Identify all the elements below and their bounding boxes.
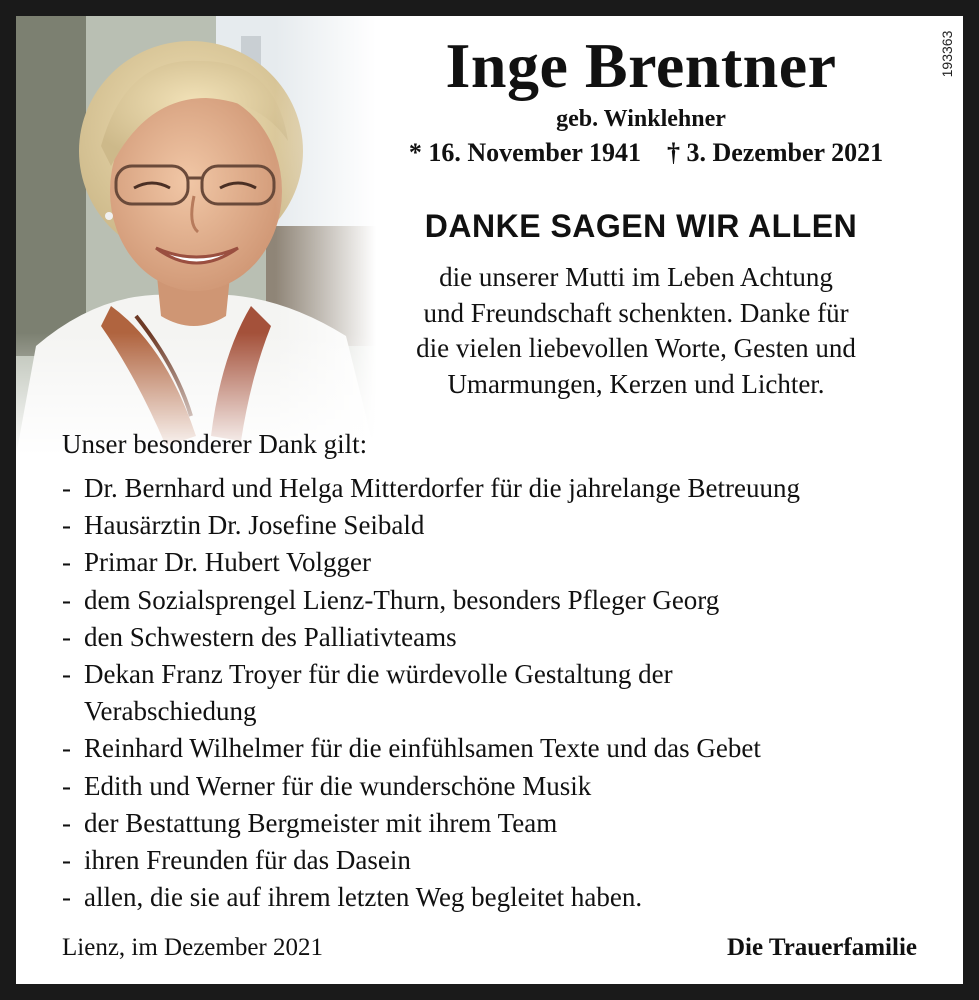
thanks-paragraph <box>356 260 916 402</box>
list-item-text: dem Sozialsprengel Lienz-Thurn, besonders Pfleger Georg <box>84 584 720 615</box>
list-item-text: Hausärztin Dr. Josefine Seibald <box>84 510 425 541</box>
signature: Die Trauerfamilie <box>727 934 917 961</box>
thanks-heading: DANKE SAGEN WIR ALLEN <box>424 208 858 244</box>
obituary-card <box>16 16 963 984</box>
bullet-dash: - <box>62 882 71 913</box>
bullet-dash: - <box>62 473 71 503</box>
list-item-text: den Schwestern des Palliativteams <box>84 621 457 652</box>
death-date: † 3. Dezember 2021 <box>666 138 884 167</box>
deceased-name: Inge Brentner <box>445 30 837 101</box>
bullet-dash: - <box>62 770 71 801</box>
list-item-text: Dekan Franz Troyer für die würdevolle Gestaltung der <box>84 659 673 690</box>
list-item <box>62 879 800 916</box>
list-item <box>62 805 800 842</box>
list-item <box>62 544 800 581</box>
birth-date: * 16. November 1941 <box>408 138 641 167</box>
bullet-dash: - <box>62 547 71 578</box>
thanks-line: die vielen liebevollen Worte, Gesten und <box>416 333 856 363</box>
bullet-dash: - <box>62 510 71 541</box>
life-dates <box>356 136 936 170</box>
list-item <box>62 768 800 805</box>
maiden-name: geb. Winklehner <box>556 106 726 132</box>
list-item <box>62 470 800 507</box>
list-item <box>62 582 800 619</box>
list-item <box>62 842 800 879</box>
list-item-text: ihren Freunden für das Dasein <box>84 845 411 876</box>
thanks-line: die unserer Mutti im Leben Achtung <box>439 262 833 292</box>
place-and-date: Lienz, im Dezember 2021 <box>62 934 324 961</box>
list-item <box>62 656 800 693</box>
bullet-dash: - <box>62 807 71 838</box>
bullet-dash: - <box>62 659 71 690</box>
list-item-text: Edith und Werner für die wunderschöne Musik <box>84 770 592 801</box>
list-item-text: allen, die sie auf ihrem letzten Weg begleitet haben. <box>84 882 643 913</box>
bullet-dash: - <box>62 621 71 652</box>
list-item-continuation <box>62 693 800 730</box>
portrait-photo <box>16 16 376 456</box>
list-item-text: der Bestattung Bergmeister mit ihrem Team <box>84 807 558 838</box>
list-item <box>62 507 800 544</box>
special-thanks-intro: Unser besonderer Dank gilt: <box>62 429 368 459</box>
bullet-dash: - <box>62 584 71 615</box>
thanks-list <box>62 470 800 916</box>
thanks-line: Umarmungen, Kerzen und Lichter. <box>447 368 825 399</box>
list-item-text: Primar Dr. Hubert Volgger <box>84 547 371 578</box>
list-item <box>62 730 800 767</box>
bullet-dash: - <box>62 845 71 876</box>
list-item <box>62 619 800 656</box>
list-item-text: Reinhard Wilhelmer für die einfühlsamen Texte und das Gebet <box>84 733 761 764</box>
list-item-text: Verabschiedung <box>84 696 257 727</box>
thanks-line: und Freundschaft schenkten. Danke für <box>423 297 849 328</box>
list-item-text: Dr. Bernhard und Helga Mitterdorfer für die jahrelange Betreuung <box>84 473 800 503</box>
reference-number: 193363 <box>939 30 955 78</box>
bullet-dash: - <box>62 733 71 764</box>
